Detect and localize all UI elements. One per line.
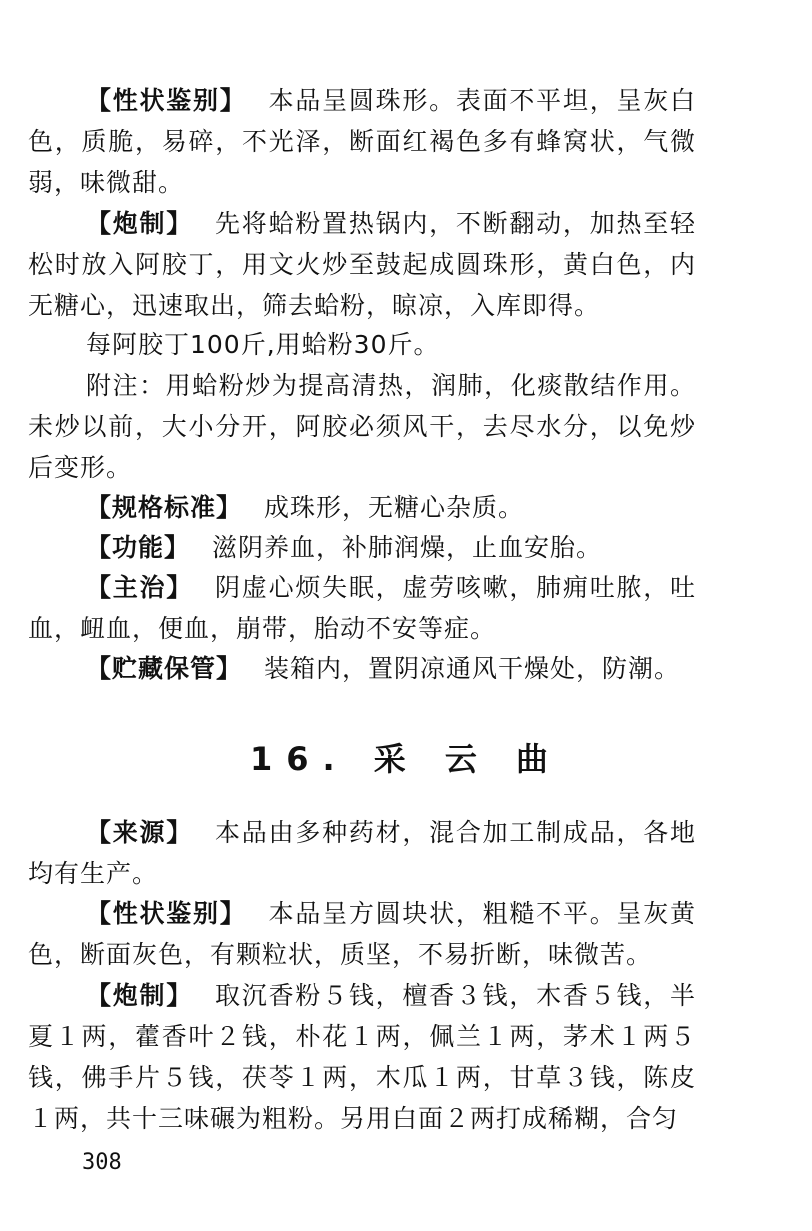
paragraph-text: 先将蛤粉置热锅内，不断翻动，加热至轻松时放入阿胶丁，用文火炒至鼓起成圆珠形，黄白色，内无糖心，迅速取出，筛去蛤粉，晾凉，入库即得。 [28,209,696,320]
paragraph-text: 取沉香粉５钱，檀香３钱，木香５钱，半夏１两，藿香叶２钱，朴花１两，佩兰１两，茅术１两５钱，佛手片５钱，茯苓１两，木瓜１两，甘草３钱，陈皮１两，共十三味碾为粗粉。另用白面２两打成稀糊，合匀 [28,981,696,1133]
paragraph-text: 每阿胶丁100斤,用蛤粉30斤。 [86,330,440,359]
section-label: 【规格标准】 [86,493,243,522]
paragraph-appearance-identification-2 [28,893,696,975]
paragraph-text: 滋阴养血，补肺润燥，止血安胎。 [212,533,603,562]
section-label: 【性状鉴别】 [86,86,247,115]
paragraph-indications [28,567,696,649]
paragraph-text: 阴虚心烦失眠，虚劳咳嗽，肺痈吐脓，吐血，衄血，便血，崩带，胎动不安等症。 [28,573,696,643]
paragraph-specification [28,487,696,528]
paragraph-text: 附注：用蛤粉炒为提高清热，润肺，化痰散结作用。未炒以前，大小分开，阿胶必须风干，去尽水分，以免炒后变形。 [28,371,696,482]
section-label: 【功能】 [86,533,191,562]
paragraph-text: 装箱内，置阴凉通风干燥处，防潮。 [264,654,681,683]
section-heading: 16. 采 云 曲 [249,740,563,778]
section-label: 【来源】 [86,818,194,847]
paragraph-function [28,527,696,568]
section-label: 【性状鉴别】 [86,899,247,928]
section-label: 【贮藏保管】 [86,654,243,683]
paragraph-processing-2 [28,975,696,1139]
paragraph-note [28,365,696,488]
paragraph-appearance-identification [28,80,696,203]
paragraph-text: 本品呈圆珠形。表面不平坦，呈灰白色，质脆，易碎，不光泽，断面红褐色多有蜂窝状，气微弱，味微甜。 [28,86,696,197]
paragraph-processing [28,203,696,326]
section-label: 【炮制】 [86,981,194,1010]
paragraph-text: 成珠形，无糖心杂质。 [264,493,525,522]
paragraph-text: 本品由多种药材，混合加工制成品，各地均有生产。 [28,818,696,888]
page-number: 308 [82,1150,122,1175]
paragraph-source [28,812,696,894]
section-label: 【炮制】 [86,209,194,238]
paragraph-text: 本品呈方圆块状，粗糙不平。呈灰黄色，断面灰色，有颗粒状，质坚，不易折断，味微苦。 [28,899,696,969]
paragraph-ratio [28,324,696,365]
section-label: 【主治】 [86,573,194,602]
paragraph-storage [28,648,696,689]
